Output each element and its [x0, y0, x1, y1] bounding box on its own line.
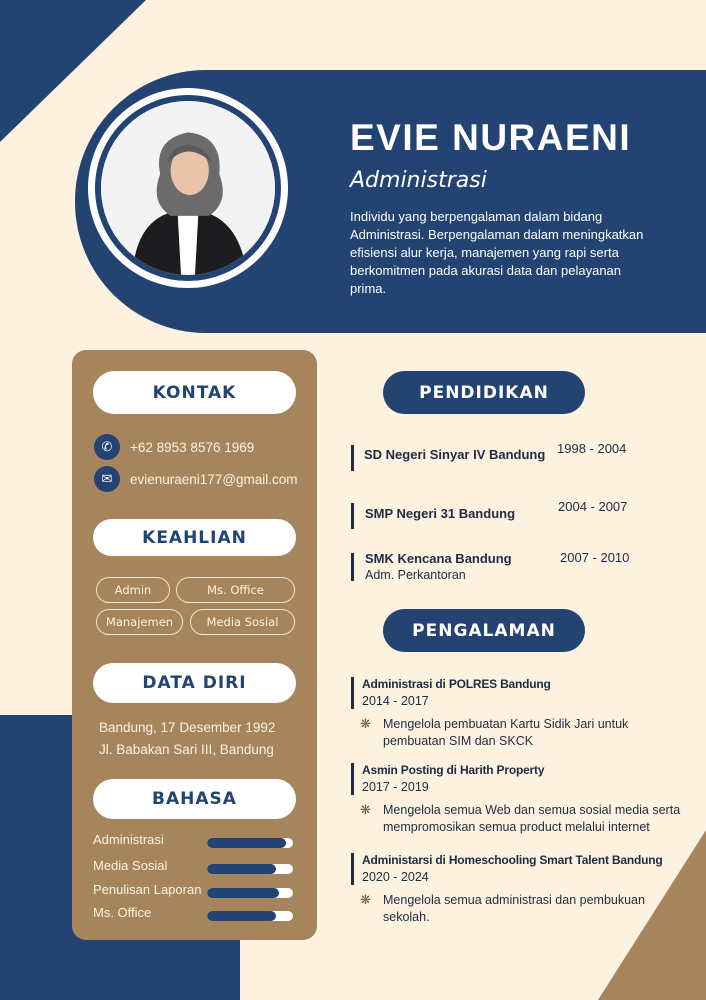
school-name: SMK Kencana Bandung — [365, 551, 512, 566]
contact-email — [94, 466, 298, 492]
email-text: evienuraeni177@gmail.com — [130, 471, 298, 487]
language-label: Ms. Office — [93, 905, 152, 920]
language-level-bar — [207, 838, 293, 848]
school-years: 2007 - 2010 — [560, 550, 630, 565]
school-name: SD Negeri Sinyar IV Bandung — [364, 447, 546, 462]
job-description: sekolah. — [383, 910, 430, 924]
language-level-bar — [207, 888, 293, 898]
flower-bullet-icon: ❋ — [360, 893, 371, 908]
timeline-bar — [351, 677, 354, 709]
timeline-bar — [351, 553, 354, 581]
language-label: Administrasi — [93, 832, 164, 847]
language-level-fill — [207, 888, 279, 898]
profile-photo-frame — [88, 88, 288, 288]
skill-tag: Ms. Office — [176, 577, 295, 603]
phone-icon: ✆ — [94, 434, 120, 460]
birth-info: Bandung, 17 Desember 1992 — [99, 720, 276, 735]
skill-tag: Manajemen — [96, 609, 183, 635]
pengalaman-heading: PENGALAMAN — [383, 609, 585, 652]
skill-tag: Media Sosial — [190, 609, 295, 635]
school-major: Adm. Perkantoran — [365, 568, 466, 582]
candidate-name: EVIE NURAENI — [350, 117, 632, 158]
pendidikan-heading: PENDIDIKAN — [383, 371, 585, 414]
keahlian-heading: KEAHLIAN — [93, 519, 296, 556]
profile-photo — [101, 101, 275, 275]
timeline-bar — [351, 503, 354, 529]
job-years: 2014 - 2017 — [362, 694, 429, 708]
language-level-fill — [207, 864, 276, 874]
timeline-bar — [351, 763, 354, 795]
skill-tag: Admin — [96, 577, 170, 603]
job-years: 2017 - 2019 — [362, 780, 429, 794]
bahasa-heading: BAHASA — [93, 779, 296, 819]
contact-phone — [94, 434, 254, 460]
school-name: SMP Negeri 31 Bandung — [365, 506, 516, 521]
job-description: pembuatan SIM dan SKCK — [383, 734, 534, 748]
timeline-bar — [351, 445, 354, 471]
language-level-fill — [207, 838, 286, 848]
job-description: mempromosikan semua product melalui internet — [383, 820, 650, 834]
kontak-heading: KONTAK — [93, 371, 296, 414]
job-title: Administrasi di POLRES Bandung — [362, 677, 551, 691]
timeline-bar — [351, 853, 354, 885]
job-description: Mengelola semua administrasi dan pembukuan — [383, 893, 645, 907]
flower-bullet-icon: ❋ — [360, 803, 371, 818]
flower-bullet-icon: ❋ — [360, 717, 371, 732]
language-level-fill — [207, 911, 276, 921]
data-diri-heading: DATA DIRI — [93, 663, 296, 703]
school-years: 2004 - 2007 — [558, 499, 628, 514]
language-level-bar — [207, 864, 293, 874]
mail-icon: ✉ — [94, 466, 120, 492]
language-label: Media Sosial — [93, 858, 168, 873]
school-years: 1998 - 2004 — [557, 441, 627, 456]
job-title: Administarsi di Homeschooling Smart Talent Bandung — [362, 853, 663, 867]
candidate-role: Administrasi — [350, 168, 487, 193]
language-level-bar — [207, 911, 293, 921]
phone-text: +62 8953 8576 1969 — [130, 439, 255, 455]
job-years: 2020 - 2024 — [362, 870, 429, 884]
address-info: Jl. Babakan Sari III, Bandung — [99, 742, 274, 757]
job-title: Asmin Posting di Harith Property — [362, 763, 545, 777]
job-description: Mengelola semua Web dan semua sosial media serta — [383, 803, 681, 817]
profile-summary: Individu yang berpengalaman dalam bidang Administrasi. Berpengalaman dalam meningkatkan efisiensi alur kerja, manajemen yang rapi serta berkomitmen pada akurasi data dan pelayanan prima. — [350, 209, 644, 296]
job-description: Mengelola pembuatan Kartu Sidik Jari untuk — [383, 717, 629, 731]
language-label: Penulisan Laporan — [93, 882, 202, 897]
